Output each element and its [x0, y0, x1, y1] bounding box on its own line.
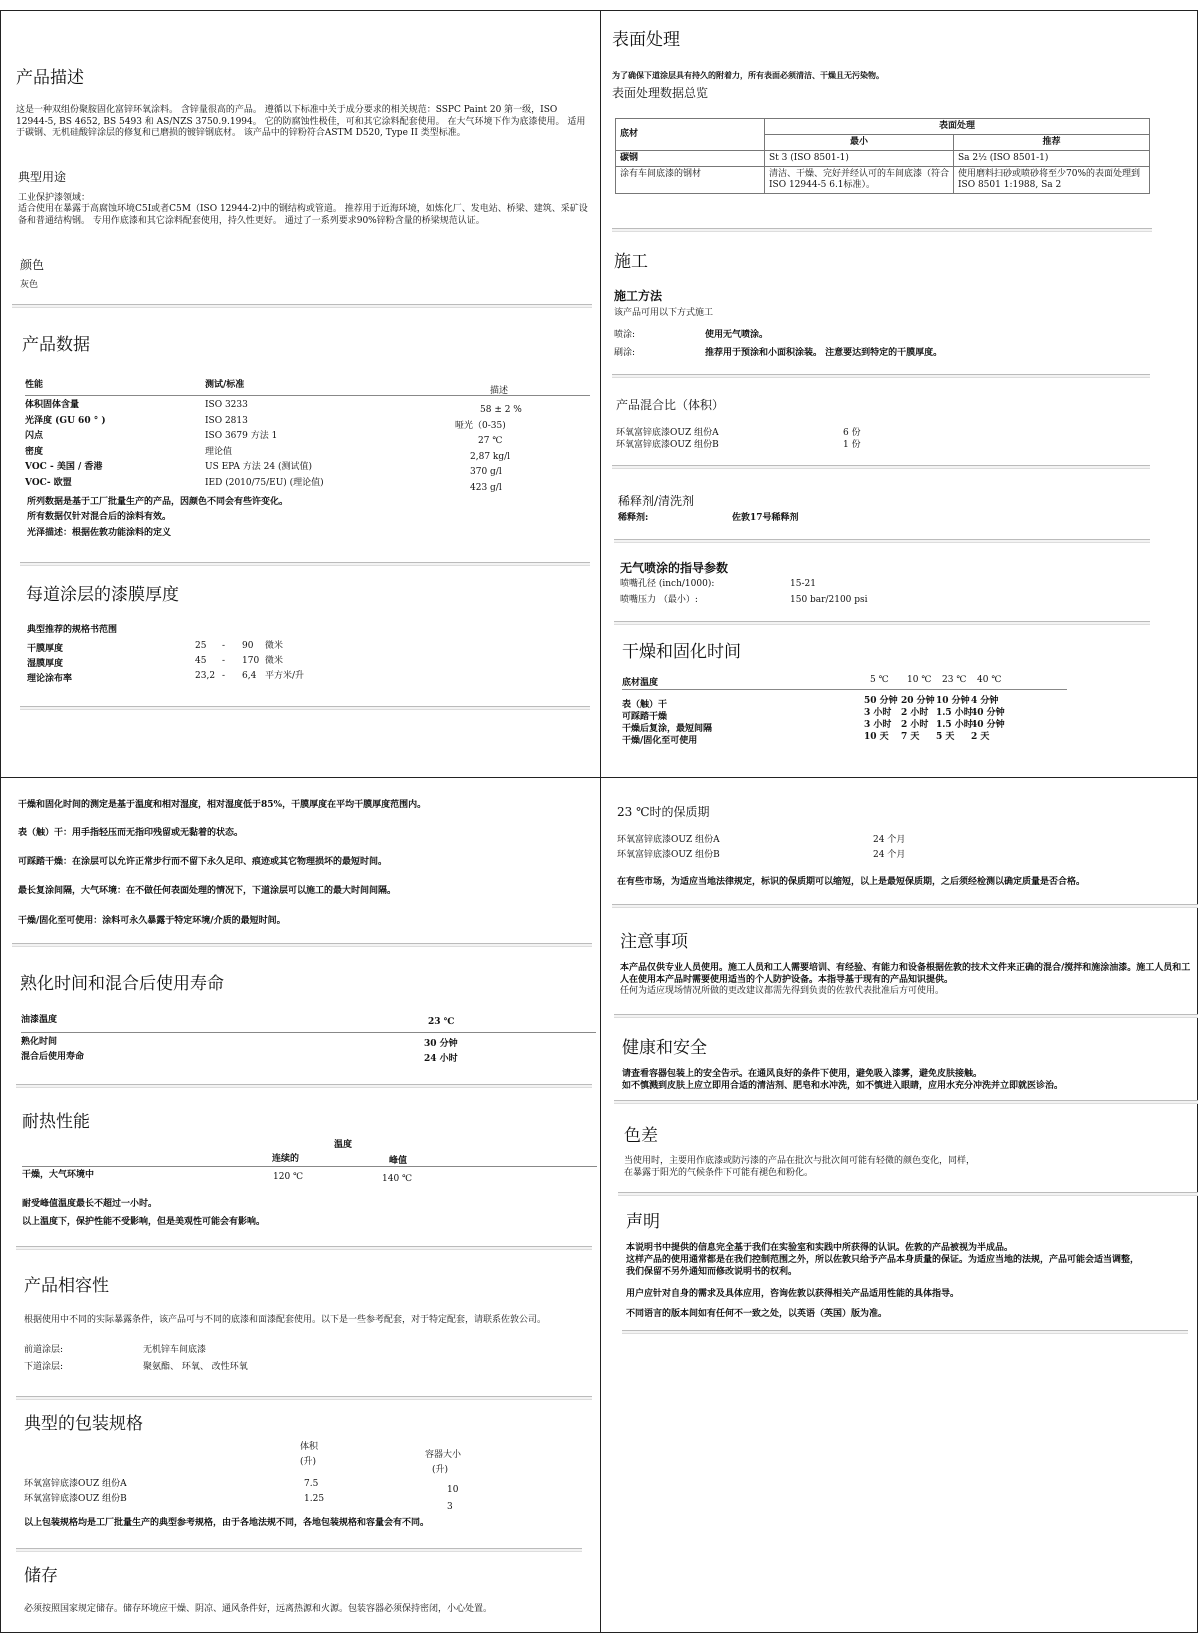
health-line: 如不慎溅到皮肤上应立即用合适的清洁剂、肥皂和水冲洗，如不慎进入眼睛，应用水充分冲洗并立即就医诊治。 [622, 1081, 1064, 1091]
health-line: 请查看容器包装上的安全告示。在通风良好的条件下使用，避免吸入漆雾，避免皮肤接触。 [622, 1069, 983, 1079]
drying-note: 表（触）干：用手指轻压而无指印残留或无黏着的状态。 [18, 828, 244, 838]
drying-note: 干燥/固化至可使用：涂料可永久暴露于特定环境/介质的最短时间。 [18, 916, 286, 926]
header-rule [622, 689, 1067, 690]
pack-col-volume-unit: (升) [300, 1457, 317, 1467]
airless-title: 无气喷涂的指导参数 [620, 561, 729, 575]
divider [614, 539, 1150, 543]
airless-label: 喷嘴孔径 (inch/1000): [620, 579, 715, 589]
pack-label: 环氧富锌底漆OUZ 组份B [24, 1494, 127, 1504]
drying-label: 表（触）干 [622, 700, 668, 710]
table-row [616, 151, 1150, 167]
drying-value: 3 小时 [864, 708, 892, 718]
drying-value: 10 天 [864, 732, 889, 742]
header-rule [22, 1166, 597, 1167]
divider [16, 1396, 592, 1400]
divider [612, 228, 1152, 232]
divider [12, 943, 592, 947]
method-value: 使用无气喷涂。 [705, 330, 769, 340]
film-label: 干膜厚度 [27, 644, 64, 654]
method-title: 施工方法 [614, 289, 663, 303]
method-value: 推荐用于预涂和小面积涂装。 注意要达到特定的干膜厚度。 [705, 348, 943, 358]
section-title-drying: 干燥和固化时间 [622, 642, 741, 662]
disclaimer-line: 我们保留不另外通知而修改说明书的权利。 [626, 1267, 798, 1277]
shelf-label: 环氧富锌底漆OUZ 组份B [617, 850, 720, 860]
property-value: 27 ℃ [478, 436, 503, 446]
pot-header-value: 23 ℃ [428, 1017, 455, 1027]
column-header: 描述 [490, 386, 509, 396]
divider [16, 1246, 592, 1250]
usage-title: 典型用途 [18, 170, 67, 184]
compat-value: 无机锌车间底漆 [143, 1345, 207, 1355]
drying-value: 50 分钟 [864, 696, 898, 706]
drying-value: 40 分钟 [971, 720, 1005, 730]
airless-value: 150 bar/2100 psi [790, 595, 868, 605]
pack-note: 以上包装规格均是工厂批量生产的典型参考规格，由于各地法规不同，各地包装规格和容量会有不同。 [24, 1518, 430, 1528]
divider [612, 465, 1150, 469]
film-max: 6,4 [242, 671, 257, 681]
drying-value: 5 天 [936, 732, 955, 742]
shelf-value: 24 个月 [873, 835, 906, 845]
drying-value: 7 天 [901, 732, 920, 742]
header-rule [21, 1032, 596, 1033]
drying-value: 1.5 小时 [936, 720, 973, 730]
property-standard: ISO 2813 [205, 415, 248, 426]
film-min: 45 [195, 656, 207, 666]
drying-note: 干燥和固化时间的测定是基于温度和相对湿度，相对湿度低于85%，干膜厚度在平均干膜厚度范围内。 [18, 800, 427, 810]
drying-note: 最长复涂间隔，大气环境：在不做任何表面处理的情况下，下道涂层可以施工的最大时间间隔。 [18, 886, 397, 896]
column-header: 测试/标准 [205, 380, 245, 390]
table-cell: 清洁、干燥、完好并经认可的车间底漆（符合ISO 12944-5 6.1标准）。 [765, 167, 954, 194]
color-title: 颜色 [20, 258, 45, 272]
film-max: 170 [242, 656, 260, 666]
pot-header-label: 油漆温度 [21, 1015, 58, 1025]
heat-col-continuous: 连续的 [272, 1154, 300, 1164]
film-max: 90 [242, 641, 254, 651]
property-label: VOC - 美国 / 香港 [25, 462, 103, 472]
thinner-label: 稀释剂: [618, 513, 649, 523]
property-label: 闪点 [25, 431, 44, 441]
disclaimer-line: 本说明书中提供的信息完全基于我们在实验室和实践中所获得的认识。佐敦的产品被视为半成品。 [626, 1243, 1014, 1253]
section-title-description: 产品描述 [16, 68, 84, 88]
table-header: 推荐 [954, 135, 1150, 151]
property-value: 2,87 kg/l [470, 451, 511, 462]
divider [612, 374, 1150, 378]
section-title-packaging: 典型的包装规格 [24, 1414, 143, 1434]
property-standard: IED (2010/75/EU) (理论值) [205, 477, 324, 488]
method-label: 刷涂: [614, 348, 636, 358]
heat-note: 耐受峰值温度最长不超过一小时。 [22, 1199, 158, 1209]
pack-col-container: 容器大小 [425, 1450, 462, 1460]
thinner-value: 佐敦17号稀释剂 [732, 513, 799, 523]
usage-paragraph: 适合使用在暴露于高腐蚀环境C5I或者C5M（ISO 12944-2)中的钢结构或管道。 推荐用于近海环境，如炼化厂、发电站、桥梁、建筑、采矿设备和普通结构钢。 专用作底漆和其它涂料配套使用，持久性更好。 通过了一系列要求90%锌粉含量的桥梁规范认证。 [18, 204, 588, 226]
divider [614, 621, 1150, 625]
column-header: 性能 [25, 380, 44, 390]
drying-temp-header: 5 ℃ [870, 675, 889, 685]
compat-paragraph: 根据使用中不同的实际暴露条件，该产品可与不同的底漆和面漆配套使用。以下是一些参考配套，对于特定配套，请联系佐敦公司。 [24, 1315, 547, 1325]
divider [20, 706, 590, 710]
shelf-title: 23 ℃时的保质期 [617, 805, 710, 819]
table-cell: 涂有车间底漆的钢材 [616, 167, 765, 194]
heat-group-header: 温度 [334, 1140, 353, 1150]
table-header: 底材 [616, 119, 765, 151]
surface-summary-title: 表面处理数据总览 [612, 86, 709, 100]
property-value: 370 g/l [470, 467, 502, 477]
surface-treatment-table [615, 118, 1150, 194]
divider [614, 1014, 1198, 1018]
airless-label: 喷嘴压力 （最小）: [620, 595, 698, 605]
drying-label: 干燥后复涂，最短间隔 [622, 724, 713, 734]
film-min: 23,2 [195, 671, 216, 681]
property-value: 58 ± 2 % [480, 405, 522, 415]
property-standard: ISO 3233 [205, 400, 248, 410]
heat-note: 以上温度下，保护性能不受影响，但是美观性可能会有影响。 [22, 1217, 266, 1227]
pack-label: 环氧富锌底漆OUZ 组份A [24, 1479, 127, 1489]
drying-value: 2 天 [971, 732, 990, 742]
method-label: 喷涂: [614, 330, 636, 340]
pack-col-container-unit: (升) [432, 1465, 449, 1475]
property-standard: ISO 3679 方法 1 [205, 431, 278, 441]
pack-container: 3 [447, 1502, 453, 1512]
disclaimer-line: 用户应针对自身的需求及具体应用，咨询佐敦以获得相关产品适用性能的具体指导。 [626, 1289, 960, 1299]
pot-label: 熟化时间 [21, 1037, 58, 1047]
disclaimer-line: 不同语言的版本间如有任何不一致之处，以英语（英国）版为准。 [626, 1309, 888, 1319]
property-label: 体积固体含量 [25, 400, 80, 410]
range-dash: - [222, 641, 226, 651]
pack-container: 10 [447, 1485, 459, 1495]
drying-label: 干燥/固化至可使用 [622, 736, 698, 746]
drying-value: 2 小时 [901, 720, 929, 730]
header-rule [25, 395, 590, 396]
drying-temp-header: 40 ℃ [977, 675, 1002, 685]
table-cell: St 3 (ISO 8501-1) [765, 151, 954, 167]
caution-paragraph-2: 任何为适应现场情况所做的更改建议都需先得到负责的佐敦代表批准后方可使用。 [620, 986, 945, 996]
property-label: 密度 [25, 446, 44, 457]
pack-volume: 1.25 [304, 1494, 325, 1504]
section-title-product-data: 产品数据 [22, 335, 90, 355]
description-paragraph: 这是一种双组份聚胺固化富锌环氧涂料。 含锌量很高的产品。 遵循以下标准中关于成分要求的相关规范：SSPC Paint 20 第一级，ISO 12944-5, BS 4652, BS 5493 和 AS/NZS 3750.9.1994。 它的防腐蚀性极佳，可和其它涂料配套使用。 在大气环境下作为底漆使用。 适用于碳钢、无机硅酸锌涂层的修复和已磨损的镀锌钢底材。 该产品中的锌粉符合ASTM D520, Type II 类型标准。 [16, 105, 586, 138]
pack-col-volume: 体积 [300, 1442, 319, 1452]
table-cell: Sa 2½ (ISO 8501-1) [954, 151, 1150, 167]
divider [16, 1084, 592, 1088]
pot-label: 混合后使用寿命 [21, 1052, 85, 1062]
film-subtitle: 典型推荐的规格书范围 [27, 625, 118, 635]
drying-temp-header: 10 ℃ [907, 675, 932, 685]
section-title-heat: 耐热性能 [22, 1112, 90, 1132]
divider [618, 1192, 1198, 1196]
mix-label: 环氧富锌底漆OUZ 组份B [616, 440, 719, 450]
section-title-color-difference: 色差 [624, 1126, 658, 1146]
table-row [616, 167, 1150, 194]
heat-peak-value: 140 ℃ [382, 1174, 413, 1184]
heat-row-label: 干燥，大气环境中 [22, 1170, 95, 1180]
divider [20, 562, 590, 566]
table-cell: 使用磨料扫砂或喷砂将至少70%的表面处理到ISO 8501 1:1988, Sa 2 [954, 167, 1150, 194]
surface-paragraph: 为了确保下道涂层具有持久的附着力，所有表面必须清洁、干燥且无污染物。 [612, 70, 884, 80]
heat-col-peak: 峰值 [389, 1156, 408, 1166]
mix-value: 6 份 [843, 428, 861, 438]
table-cell: 碳钢 [616, 151, 765, 167]
property-standard: US EPA 方法 24 (测试值) [205, 462, 312, 472]
compat-label: 下道涂层: [24, 1362, 64, 1372]
divider [12, 304, 592, 308]
section-title-storage: 储存 [24, 1566, 58, 1586]
airless-value: 15-21 [790, 579, 816, 589]
pack-volume: 7.5 [304, 1479, 319, 1489]
section-title-health: 健康和安全 [622, 1038, 707, 1058]
colordiff-line: 在暴露于阳光的气候条件下可能有褪色和粉化。 [624, 1168, 814, 1178]
colordiff-line: 当使用时，主要用作底漆或防污漆的产品在批次与批次间可能有轻微的颜色变化，同样， [624, 1156, 976, 1166]
property-label: VOC- 欧盟 [25, 477, 72, 488]
compat-value: 聚氨酯、 环氧、 改性环氧 [143, 1362, 248, 1372]
drying-value: 3 小时 [864, 720, 892, 730]
pot-value: 24 小时 [424, 1054, 458, 1064]
thinner-title: 稀释剂/清洗剂 [618, 494, 695, 508]
note: 所有数据仅针对混合后的涂料有效。 [27, 512, 172, 522]
property-value: 哑光（0-35) [455, 420, 506, 431]
drying-label: 可踩踏干燥 [622, 712, 668, 722]
drying-note: 可踩踏干燥：在涂层可以允许正常步行而不留下永久足印、痕迹或其它物理损坏的最短时间。 [18, 857, 388, 867]
drying-value: 4 分钟 [971, 696, 999, 706]
shelf-note: 在有些市场，为适应当地法律规定，标识的保质期可以缩短，以上是最短保质期，之后须经检测以确定质量是否合格。 [617, 877, 1086, 887]
divider [622, 1330, 1188, 1334]
note: 光泽描述：根据佐敦功能涂料的定义 [27, 528, 172, 538]
usage-line: 工业保护漆领域： [18, 193, 91, 203]
divider [16, 1548, 582, 1552]
range-dash: - [222, 671, 226, 681]
table-header: 最小 [765, 135, 954, 151]
mix-title: 产品混合比（体积） [616, 398, 725, 412]
color-value: 灰色 [20, 280, 39, 290]
film-min: 25 [195, 641, 207, 651]
pot-value: 30 分钟 [424, 1039, 458, 1049]
disclaimer-line: 这样产品的使用通常都是在我们控制范围之外，所以佐敦只给予产品本身质量的保证。为适应当地的法规，产品可能会适当调整， [626, 1255, 1140, 1265]
drying-header-label: 底材温度 [622, 678, 659, 688]
table-header: 表面处理 [765, 119, 1150, 135]
compat-label: 前道涂层: [24, 1345, 64, 1355]
property-label: 光泽度 (GU 60 ° ) [25, 415, 106, 426]
mix-label: 环氧富锌底漆OUZ 组份A [616, 428, 719, 438]
drying-value: 2 小时 [901, 708, 929, 718]
divider [612, 904, 1198, 908]
section-title-film-thickness: 每道涂层的漆膜厚度 [26, 585, 179, 605]
drying-temp-header: 23 ℃ [942, 675, 967, 685]
method-intro: 该产品可用以下方式施工 [614, 308, 714, 318]
shelf-value: 24 个月 [873, 850, 906, 860]
section-title-surface: 表面处理 [612, 30, 680, 50]
film-label: 理论涂布率 [27, 674, 73, 684]
range-dash: - [222, 656, 226, 666]
heat-continuous-value: 120 ℃ [273, 1172, 304, 1182]
section-title-compatibility: 产品相容性 [24, 1276, 109, 1296]
shelf-label: 环氧富锌底漆OUZ 组份A [617, 835, 720, 845]
drying-value: 10 分钟 [936, 696, 970, 706]
drying-value: 1.5 小时 [936, 708, 973, 718]
property-value: 423 g/l [470, 482, 502, 493]
caution-paragraph: 本产品仅供专业人员使用。施工人员和工人需要培训、有经验、有能力和设备根据佐敦的技术文件来正确的混合/搅拌和施涂油漆。施工人员和工人在使用本产品时需要使用适当的个人防护设备。本指导基于现有的产品知识提供。 [620, 963, 1191, 985]
drying-value: 40 分钟 [971, 708, 1005, 718]
film-label: 湿膜厚度 [27, 659, 64, 669]
drying-value: 20 分钟 [901, 696, 935, 706]
film-unit: 微米 [265, 656, 284, 666]
property-standard: 理论值 [205, 446, 233, 457]
film-unit: 微米 [265, 641, 284, 651]
section-title-application: 施工 [614, 252, 648, 272]
note: 所列数据是基于工厂批量生产的产品，因颜色不同会有些许变化。 [27, 497, 289, 507]
section-title-disclaimer: 声明 [626, 1212, 660, 1232]
mix-value: 1 份 [843, 440, 861, 450]
storage-paragraph: 必须按照国家规定储存。储存环境应干燥、阴凉、通风条件好，远离热源和火源。包装容器必须保持密闭，小心处置。 [24, 1604, 493, 1614]
divider [614, 1100, 1198, 1104]
section-title-pot-life: 熟化时间和混合后使用寿命 [20, 974, 224, 994]
film-unit: 平方米/升 [265, 671, 305, 681]
section-title-caution: 注意事项 [620, 932, 688, 952]
